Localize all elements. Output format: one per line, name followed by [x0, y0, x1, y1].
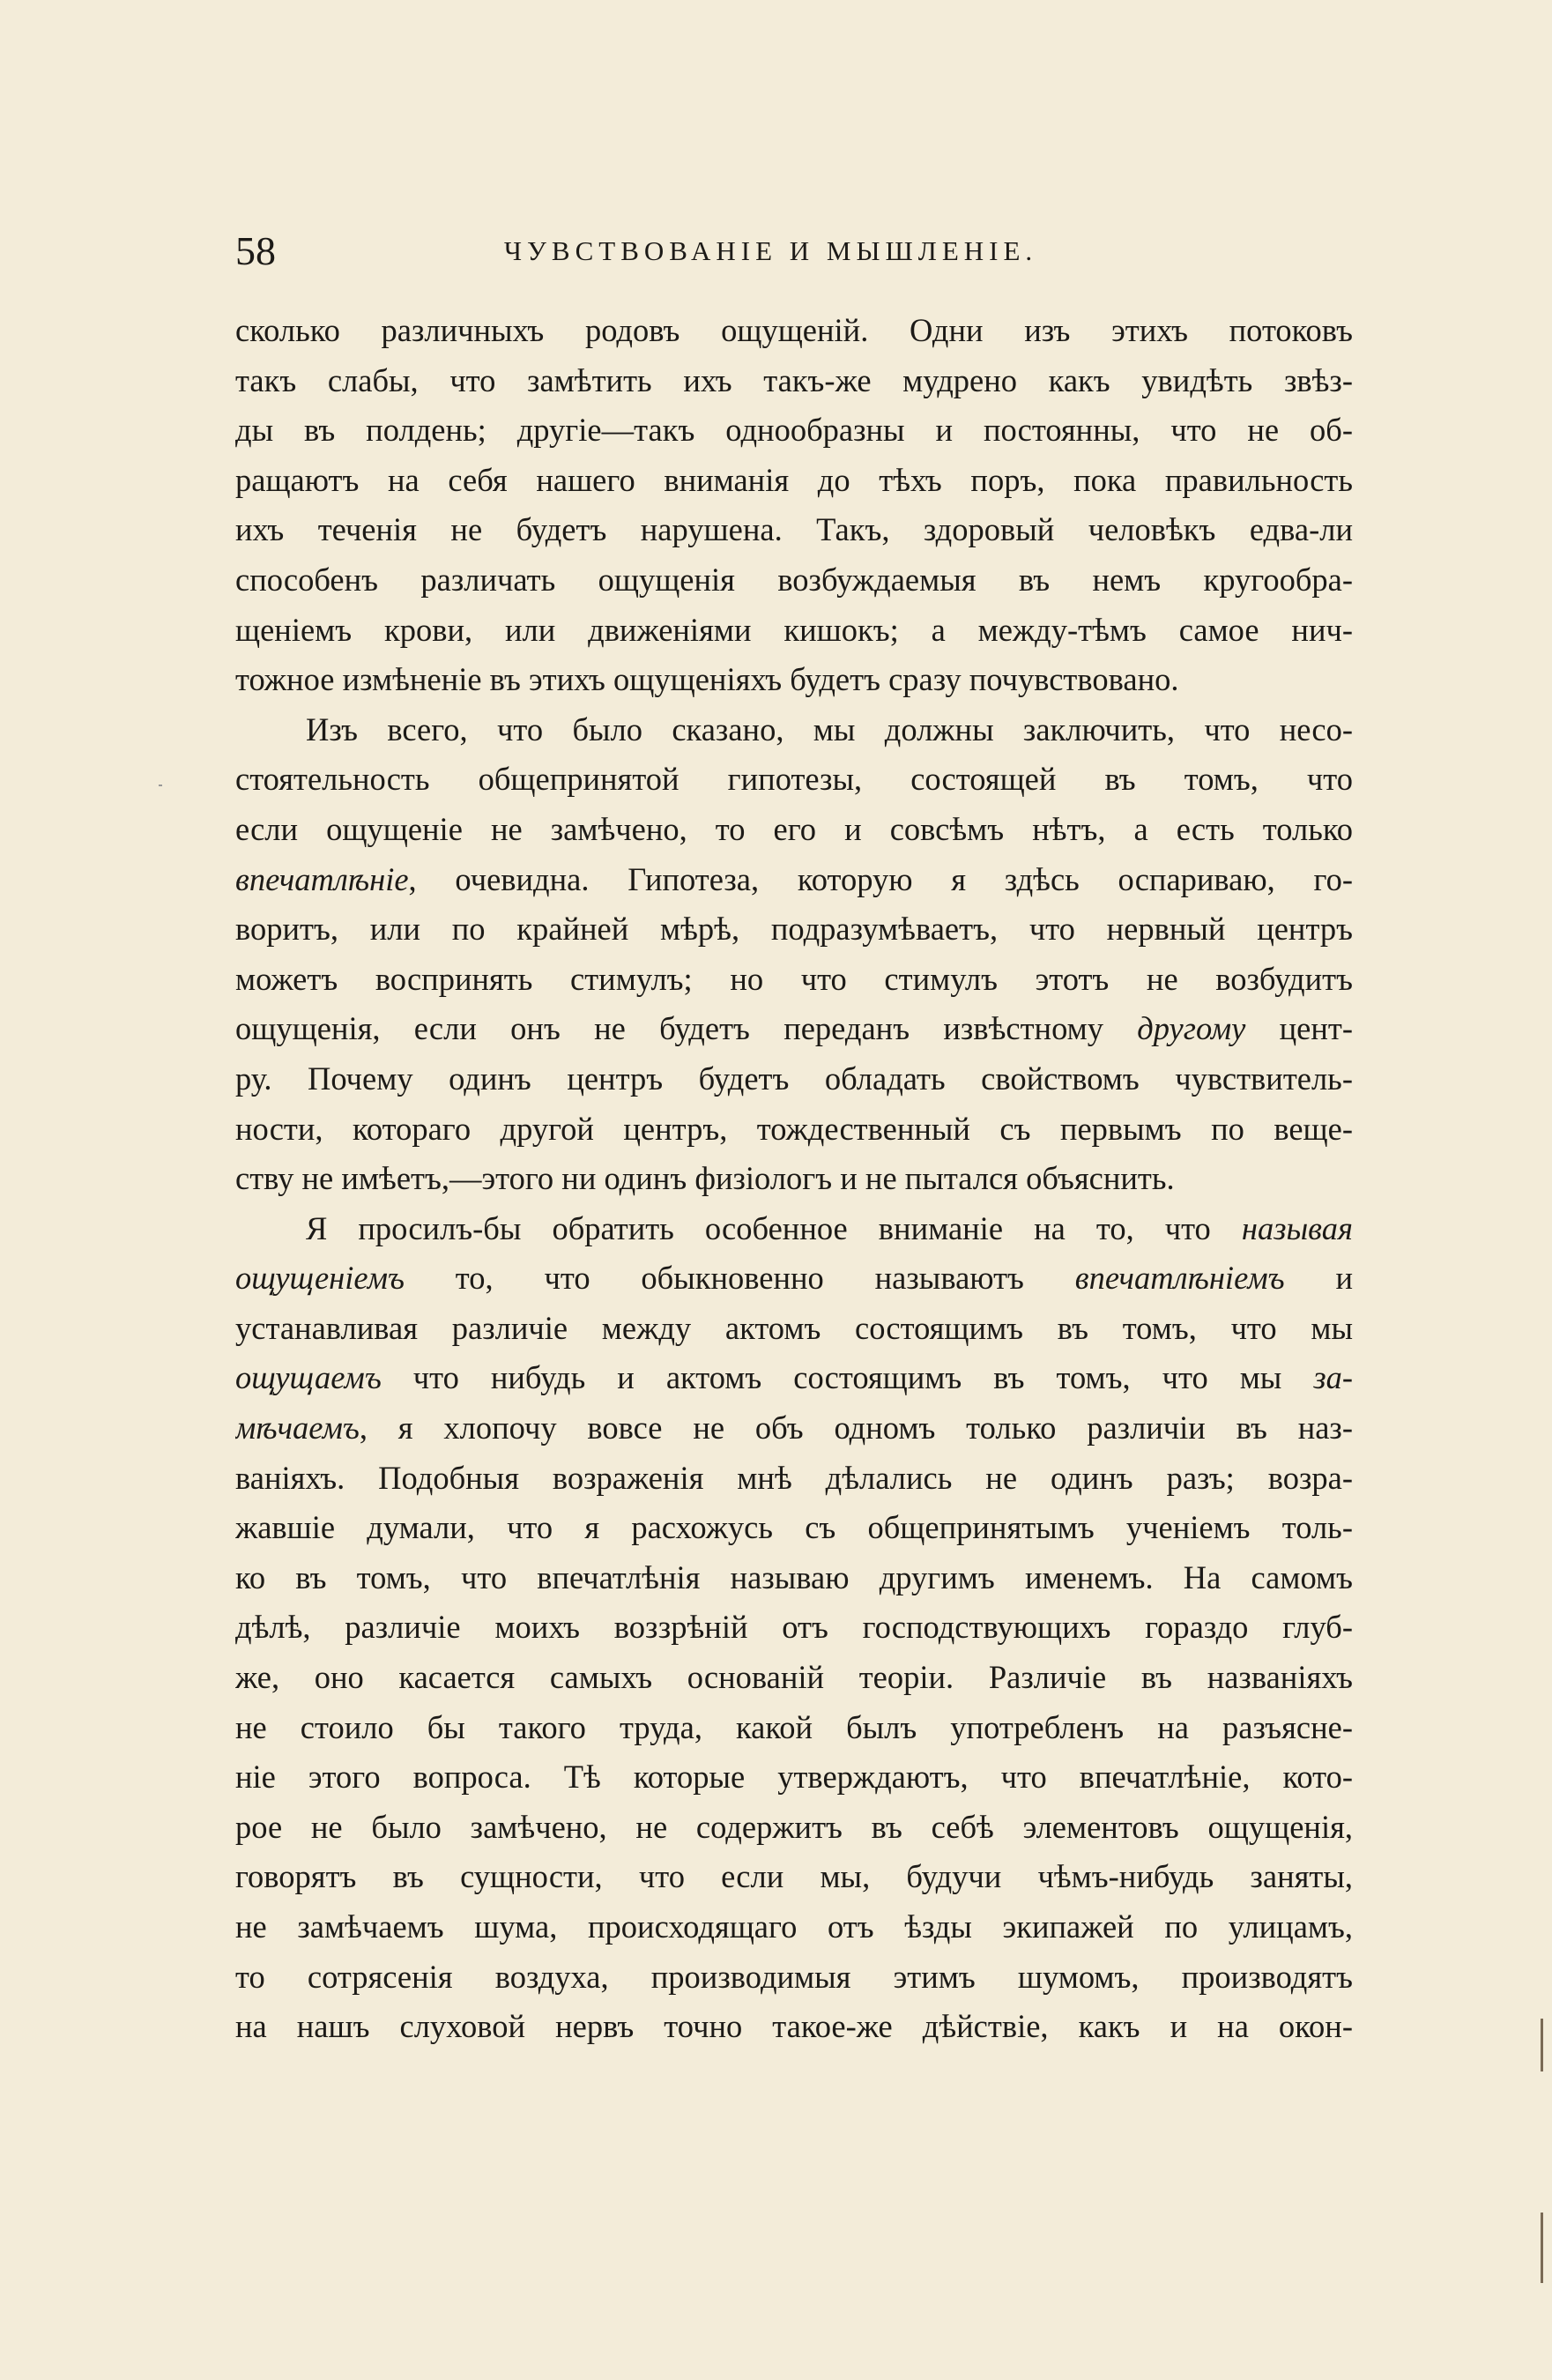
line-fragment: ощущенія, если онъ не будетъ переданъ извѣстному — [235, 1010, 1138, 1047]
italic-term: другому — [1137, 1010, 1246, 1047]
italic-term: ощущаемъ — [235, 1359, 382, 1396]
text-line: ніе этого вопроса. Тѣ которые утверждаютъ, что впечатлѣніе, кото- — [235, 1759, 1353, 1796]
text-line: ру. Почему одинъ центръ будетъ обладать свойствомъ чувствитель- — [235, 1060, 1353, 1097]
italic-term: ощущеніемъ — [235, 1260, 405, 1297]
paper-speck — [159, 785, 162, 786]
text-line: ко въ томъ, что впечатлѣнія называю другимъ именемъ. На самомъ — [235, 1558, 1353, 1595]
text-line: если ощущеніе не замѣчено, то его и совсѣмъ нѣтъ, а есть только — [235, 810, 1353, 847]
text-line: ращаютъ на себя нашего вниманія до тѣхъ поръ, пока правильность — [235, 461, 1353, 498]
line-fragment: , я хлопочу вовсе не объ одномъ только различіи въ наз- — [359, 1409, 1353, 1447]
text-line: стоятельность общепринятой гипотезы, состоящей въ томъ, что — [235, 761, 1353, 798]
text-line: способенъ различать ощущенія возбуждаемыя въ немъ кругообра- — [235, 561, 1353, 598]
text-line: ихъ теченія не будетъ нарушена. Такъ, здоровый человѣкъ едва-ли — [235, 511, 1353, 548]
text-line: не стоило бы такого труда, какой былъ употребленъ на разъясне- — [235, 1708, 1353, 1745]
line-fragment: , очевидна. Гипотеза, которую я здѣсь оспариваю, го- — [408, 860, 1353, 897]
text-line: ваніяхъ. Подобныя возраженія мнѣ дѣлались не одинъ разъ; возра- — [235, 1459, 1353, 1496]
text-line — [235, 1253, 1353, 1304]
text-line: такъ слабы, что замѣтить ихъ такъ-же мудрено какъ увидѣть звѣз- — [235, 361, 1353, 398]
page-edge-mark — [1541, 2019, 1543, 2071]
running-title: ЧУВСТВОВАНІЕ И МЫШЛЕНІЕ. — [503, 235, 1038, 266]
text-line — [235, 1204, 1353, 1254]
text-line: воритъ, или по крайней мѣрѣ, подразумѣваетъ, что нервный центръ — [235, 911, 1353, 948]
text-line: жавшіе думали, что я расхожусь съ общепринятымъ ученіемъ толь- — [235, 1509, 1353, 1546]
text-line — [235, 855, 1353, 905]
page-edge-mark — [1541, 2213, 1543, 2283]
italic-term: за- — [1313, 1359, 1353, 1396]
text-line: то сотрясенія воздуха, производимыя этимъ шумомъ, производятъ — [235, 1958, 1353, 1995]
text-line: ности, котораго другой центръ, тождественный съ первымъ по веще- — [235, 1110, 1353, 1147]
text-line: ству не имѣетъ,—этого ни одинъ физіологъ и не пытался объяснить. — [235, 1160, 1175, 1197]
line-fragment: Я просилъ-бы обратить особенное вниманіе на то, что — [306, 1209, 1242, 1246]
text-line: можетъ воспринять стимулъ; но что стимулъ этотъ не возбудитъ — [235, 960, 1353, 997]
text-line: же, оно касается самыхъ основаній теоріи. Различіе въ названіяхъ — [235, 1659, 1353, 1696]
text-line: на нашъ слуховой нервъ точно такое-же дѣйствіе, какъ и на окон- — [235, 2008, 1353, 2045]
text-line: дѣлѣ, различіе моихъ воззрѣній отъ господствующихъ гораздо глуб- — [235, 1609, 1353, 1646]
text-line — [235, 1353, 1353, 1403]
text-line — [235, 1403, 1353, 1454]
line-fragment: то, что обыкновенно называютъ — [404, 1260, 1075, 1297]
line-fragment: цент- — [1245, 1010, 1353, 1047]
italic-term: впечатлѣніе — [235, 860, 409, 897]
page-number: 58 — [235, 228, 276, 273]
text-line: говорятъ въ сущности, что если мы, будучи чѣмъ-нибудь заняты, — [235, 1858, 1353, 1895]
italic-term: впечатлѣніемъ — [1074, 1260, 1285, 1297]
text-line: ды въ полдень; другіе—такъ однообразны и постоянны, что не об- — [235, 412, 1353, 449]
text-line: рое не было замѣчено, не содержитъ въ себѣ элементовъ ощущенія, — [235, 1808, 1353, 1845]
body-text — [235, 306, 1353, 2052]
page-header — [235, 225, 1306, 278]
text-line: устанавливая различіе между актомъ состоящимъ въ томъ, что мы — [235, 1309, 1353, 1346]
line-fragment: и — [1284, 1260, 1353, 1297]
text-line: сколько различныхъ родовъ ощущеній. Одни изъ этихъ потоковъ — [235, 312, 1353, 348]
italic-term: мѣчаемъ — [235, 1409, 360, 1447]
text-line: тожное измѣненіе въ этихъ ощущеніяхъ будетъ сразу почувствовано. — [235, 661, 1179, 698]
text-line: щеніемъ крови, или движеніями кишокъ; а между-тѣмъ самое нич- — [235, 611, 1353, 648]
italic-term: называя — [1241, 1209, 1353, 1246]
text-line: не замѣчаемъ шума, происходящаго отъ ѣзды экипажей по улицамъ, — [235, 1908, 1353, 1945]
text-line: Изъ всего, что было сказано, мы должны заключить, что несо- — [306, 710, 1353, 747]
text-line — [235, 1004, 1353, 1054]
line-fragment: что нибудь и актомъ состоящимъ въ томъ, что мы — [381, 1359, 1314, 1396]
